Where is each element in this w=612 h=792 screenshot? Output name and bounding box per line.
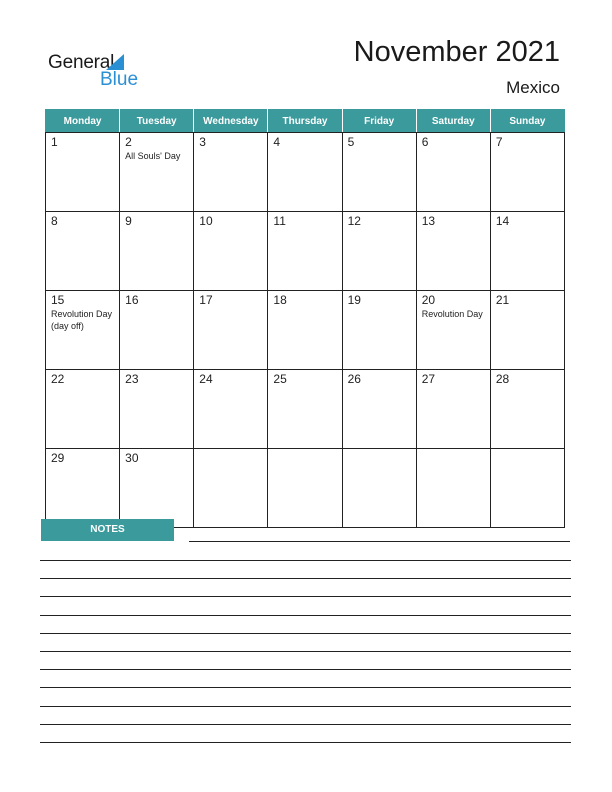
day-cell <box>342 133 416 212</box>
notes-line <box>40 633 571 634</box>
week-row <box>46 133 565 212</box>
notes-line <box>189 541 570 542</box>
day-cell <box>490 212 564 291</box>
day-number: 18 <box>273 293 287 307</box>
day-cell <box>342 370 416 449</box>
day-cell <box>194 449 268 528</box>
logo-triangle-icon <box>106 54 124 70</box>
day-cell <box>46 291 120 370</box>
day-number: 16 <box>125 293 139 307</box>
day-number: 24 <box>199 372 213 386</box>
day-cell <box>268 133 342 212</box>
day-cell <box>120 291 194 370</box>
week-row <box>46 449 565 528</box>
week-row <box>46 370 565 449</box>
day-number: 29 <box>51 451 65 465</box>
calendar-grid <box>45 109 565 528</box>
day-number: 19 <box>347 293 361 307</box>
day-number: 6 <box>421 135 429 149</box>
notes-line <box>40 687 571 688</box>
day-number: 4 <box>273 135 281 149</box>
day-cell <box>194 370 268 449</box>
day-cell <box>46 133 120 212</box>
brand-word-blue: Blue <box>100 69 139 90</box>
day-number: 3 <box>199 135 206 149</box>
day-number: 22 <box>51 372 65 386</box>
day-number: 23 <box>125 372 139 386</box>
day-cell <box>120 370 194 449</box>
holiday-label: Revolution Day <box>421 309 483 319</box>
day-number: 27 <box>421 372 436 386</box>
day-number: 14 <box>495 214 510 228</box>
country-name: Mexico <box>506 78 560 97</box>
day-number: 12 <box>347 214 361 228</box>
holiday-label: All Souls' Day <box>125 151 181 161</box>
week-row <box>46 212 565 291</box>
day-cell <box>490 291 564 370</box>
day-cell <box>46 449 120 528</box>
weekday-header: Friday <box>342 110 416 133</box>
notes-line <box>40 651 571 652</box>
day-cell <box>490 370 564 449</box>
month-title: November 2021 <box>353 36 560 68</box>
brand-word-general: General <box>48 52 115 73</box>
day-cell <box>416 212 490 291</box>
weekday-header: Monday <box>46 110 120 133</box>
week-row <box>46 291 565 370</box>
day-number: 11 <box>273 214 286 228</box>
day-cell <box>268 449 342 528</box>
holiday-label: Revolution Day (day off) <box>51 309 113 331</box>
day-cell <box>120 212 194 291</box>
day-cell <box>268 370 342 449</box>
day-number: 8 <box>51 214 58 228</box>
notes-line <box>40 724 571 725</box>
day-cell <box>268 291 342 370</box>
notes-line <box>40 560 571 561</box>
day-cell <box>416 370 490 449</box>
day-number: 26 <box>347 372 361 386</box>
day-number: 1 <box>51 135 58 149</box>
notes-line <box>40 615 571 616</box>
day-number: 13 <box>421 214 436 228</box>
day-cell <box>416 449 490 528</box>
day-number: 17 <box>199 293 213 307</box>
day-cell <box>342 449 416 528</box>
day-cell <box>194 212 268 291</box>
day-cell <box>46 370 120 449</box>
day-number: 30 <box>125 451 139 465</box>
weekday-header: Thursday <box>268 110 342 133</box>
day-cell <box>416 133 490 212</box>
notes-line <box>40 706 571 707</box>
day-cell <box>120 133 194 212</box>
day-number: 15 <box>51 293 65 307</box>
day-number: 5 <box>347 135 355 149</box>
day-cell <box>490 449 564 528</box>
day-cell <box>46 212 120 291</box>
day-number: 2 <box>125 135 132 149</box>
day-cell <box>194 291 268 370</box>
weekday-header: Tuesday <box>120 110 194 133</box>
notes-line <box>40 742 571 743</box>
day-number: 28 <box>495 372 510 386</box>
day-number: 20 <box>421 293 436 307</box>
day-cell <box>268 212 342 291</box>
weekday-header: Sunday <box>490 110 564 133</box>
weekday-header: Saturday <box>416 110 490 133</box>
day-number: 25 <box>273 372 287 386</box>
day-cell <box>490 133 564 212</box>
day-cell <box>342 212 416 291</box>
day-number: 9 <box>125 214 132 228</box>
weekday-header: Wednesday <box>194 110 268 133</box>
notes-line <box>40 578 571 579</box>
notes-line <box>40 669 571 670</box>
notes-label: NOTES <box>41 519 174 541</box>
day-cell <box>342 291 416 370</box>
weekday-header-row <box>46 110 565 133</box>
day-cell <box>194 133 268 212</box>
notes-line <box>40 596 571 597</box>
day-number: 7 <box>495 135 503 149</box>
day-number: 21 <box>495 293 510 307</box>
day-number: 10 <box>199 214 213 228</box>
day-cell <box>120 449 194 528</box>
day-cell <box>416 291 490 370</box>
